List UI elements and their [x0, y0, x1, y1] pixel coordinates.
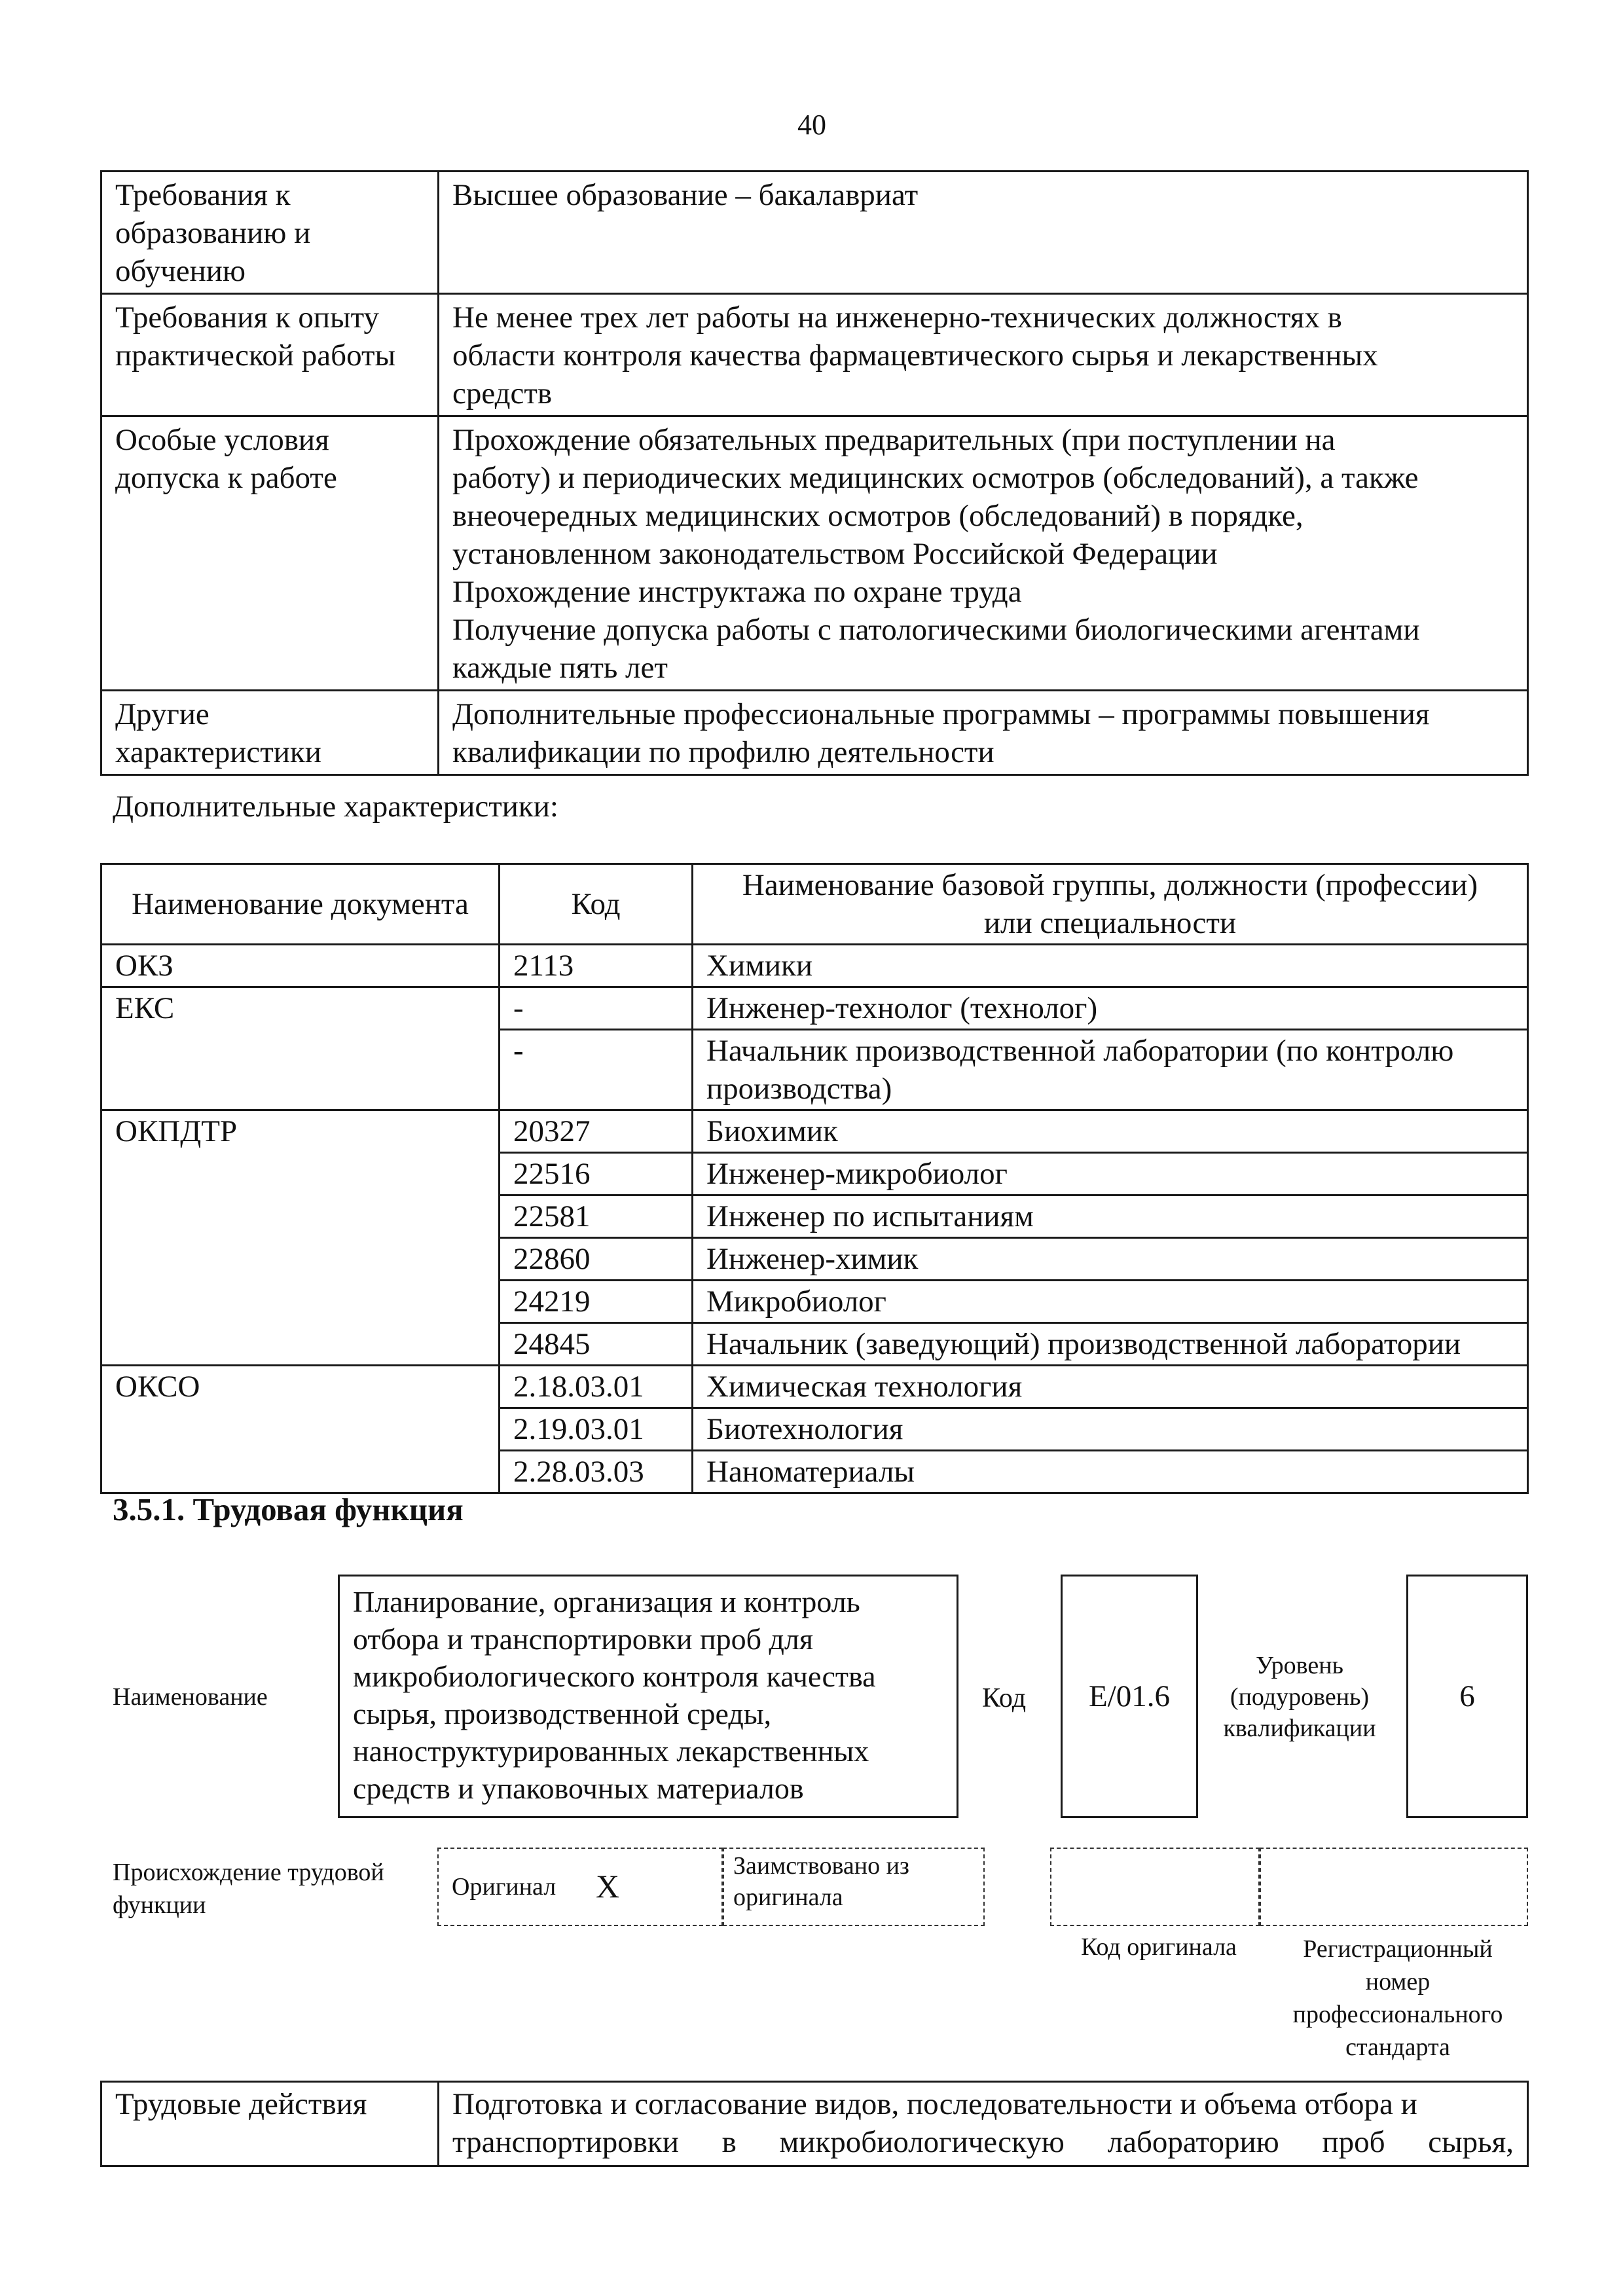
table-row — [101, 172, 1528, 294]
cell-code: - — [500, 1030, 693, 1110]
labor-actions-table — [100, 2081, 1529, 2167]
additional-characteristics-caption: Дополнительные характеристики: — [113, 790, 558, 824]
header-code: Код — [500, 864, 693, 945]
row-value: Подготовка и согласование видов, последовательности и объема отбора и транспортировки в микробиологическую лабораторию проб сырья, — [439, 2082, 1528, 2166]
table-row — [101, 1153, 1528, 1195]
code-original-label: Код оригинала — [1081, 1933, 1237, 1961]
row-label: Другие характеристики — [101, 691, 439, 775]
row-label: Требования к опыту практической работы — [101, 294, 439, 416]
cell-doc — [101, 1030, 500, 1110]
cell-doc: ОКСО — [101, 1366, 500, 1408]
table-row — [101, 1408, 1528, 1451]
cell-doc — [101, 1408, 500, 1451]
table-row — [101, 1281, 1528, 1323]
header-name: Наименование базовой группы, должности (профессии) или специальности — [693, 864, 1528, 945]
cell-doc — [101, 1323, 500, 1366]
table-row — [101, 1366, 1528, 1408]
cell-name: Инженер-микробиолог — [693, 1153, 1528, 1195]
cell-name: Начальник (заведующий) производственной лаборатории — [693, 1323, 1528, 1366]
qualification-level-label: Уровень (подуровень) квалификации — [1223, 1652, 1376, 1742]
table-row — [101, 416, 1528, 691]
function-origin-label: Происхождение трудовой функции — [113, 1859, 384, 1919]
cell-name: Инженер по испытаниям — [693, 1195, 1528, 1238]
function-code-value: E/01.6 — [1061, 1575, 1198, 1818]
original-label: Оригинал — [452, 1873, 556, 1901]
cell-name: Химическая технология — [693, 1366, 1528, 1408]
header-doc: Наименование документа — [101, 864, 500, 945]
table-row — [101, 1195, 1528, 1238]
function-name-label: Наименование — [113, 1683, 268, 1711]
origin-reg-number-cell — [1260, 1848, 1528, 1926]
cell-name: Химики — [693, 945, 1528, 987]
additional-characteristics-table — [100, 863, 1529, 1494]
cell-code: 24219 — [500, 1281, 693, 1323]
table-row — [101, 2082, 1528, 2166]
function-name-box: Планирование, организация и контроль отбора и транспортировки проб для микробиологического контроля качества сырья, производственной среды, наноструктурированных лекарственных средств и упаковочных материалов — [338, 1575, 958, 1818]
reg-number-label: Регистрационный номер профессионального стандарта — [1292, 1935, 1503, 2061]
cell-doc: ОКЗ — [101, 945, 500, 987]
table-header-row — [101, 864, 1528, 945]
cell-name: Начальник производственной лаборатории (по контролю производства) — [693, 1030, 1528, 1110]
row-label: Требования к образованию и обучению — [101, 172, 439, 294]
row-label: Особые условия допуска к работе — [101, 416, 439, 691]
original-mark: X — [596, 1868, 620, 1904]
table-row — [101, 1323, 1528, 1366]
cell-doc — [101, 1451, 500, 1493]
row-value: Дополнительные профессиональные программы – программы повышения квалификации по профилю деятельности — [439, 691, 1528, 775]
cell-name: Биохимик — [693, 1110, 1528, 1153]
table-row — [101, 294, 1528, 416]
requirements-table — [100, 170, 1529, 776]
function-code-label: Код — [982, 1683, 1027, 1713]
cell-code: 22516 — [500, 1153, 693, 1195]
cell-name: Микробиолог — [693, 1281, 1528, 1323]
origin-code-cell — [1050, 1848, 1260, 1926]
cell-code: 2.19.03.01 — [500, 1408, 693, 1451]
cell-code: 2113 — [500, 945, 693, 987]
table-row — [101, 691, 1528, 775]
section-title: 3.5.1. Трудовая функция — [113, 1491, 464, 1527]
cell-doc — [101, 1195, 500, 1238]
row-value: Прохождение обязательных предварительных (при поступлении на работу) и периодических медицинских осмотров (обследований), а также внеочередных медицинских осмотров (обследований) в порядке, установленном законодательством Российской Федерации Прохождение инструктажа по охране труда Получение допуска работы с патологическими биологическими агентами каждые пять лет — [439, 416, 1528, 691]
cell-doc: ОКПДТР — [101, 1110, 500, 1153]
row-label: Трудовые действия — [101, 2082, 439, 2166]
borrowed-label: Заимствовано из оригинала — [733, 1852, 909, 1911]
cell-code: 22860 — [500, 1238, 693, 1281]
cell-name: Инженер-химик — [693, 1238, 1528, 1281]
cell-name: Биотехнология — [693, 1408, 1528, 1451]
cell-code: 2.18.03.01 — [500, 1366, 693, 1408]
cell-doc — [101, 1281, 500, 1323]
cell-code: 20327 — [500, 1110, 693, 1153]
table-row — [101, 987, 1528, 1030]
cell-doc: ЕКС — [101, 987, 500, 1030]
cell-code: 24845 — [500, 1323, 693, 1366]
cell-name: Наноматериалы — [693, 1451, 1528, 1493]
qualification-level-value: 6 — [1406, 1575, 1528, 1818]
table-row — [101, 1030, 1528, 1110]
row-value: Высшее образование – бакалавриат — [439, 172, 1528, 294]
table-row — [101, 1110, 1528, 1153]
table-row — [101, 1238, 1528, 1281]
cell-doc — [101, 1238, 500, 1281]
table-row — [101, 945, 1528, 987]
cell-name: Инженер-технолог (технолог) — [693, 987, 1528, 1030]
row-value: Не менее трех лет работы на инженерно-технических должностях в области контроля качества фармацевтического сырья и лекарственных средств — [439, 294, 1528, 416]
cell-doc — [101, 1153, 500, 1195]
page-number: 40 — [797, 109, 826, 141]
cell-code: 22581 — [500, 1195, 693, 1238]
table-row — [101, 1451, 1528, 1493]
cell-code: - — [500, 987, 693, 1030]
cell-code: 2.28.03.03 — [500, 1451, 693, 1493]
